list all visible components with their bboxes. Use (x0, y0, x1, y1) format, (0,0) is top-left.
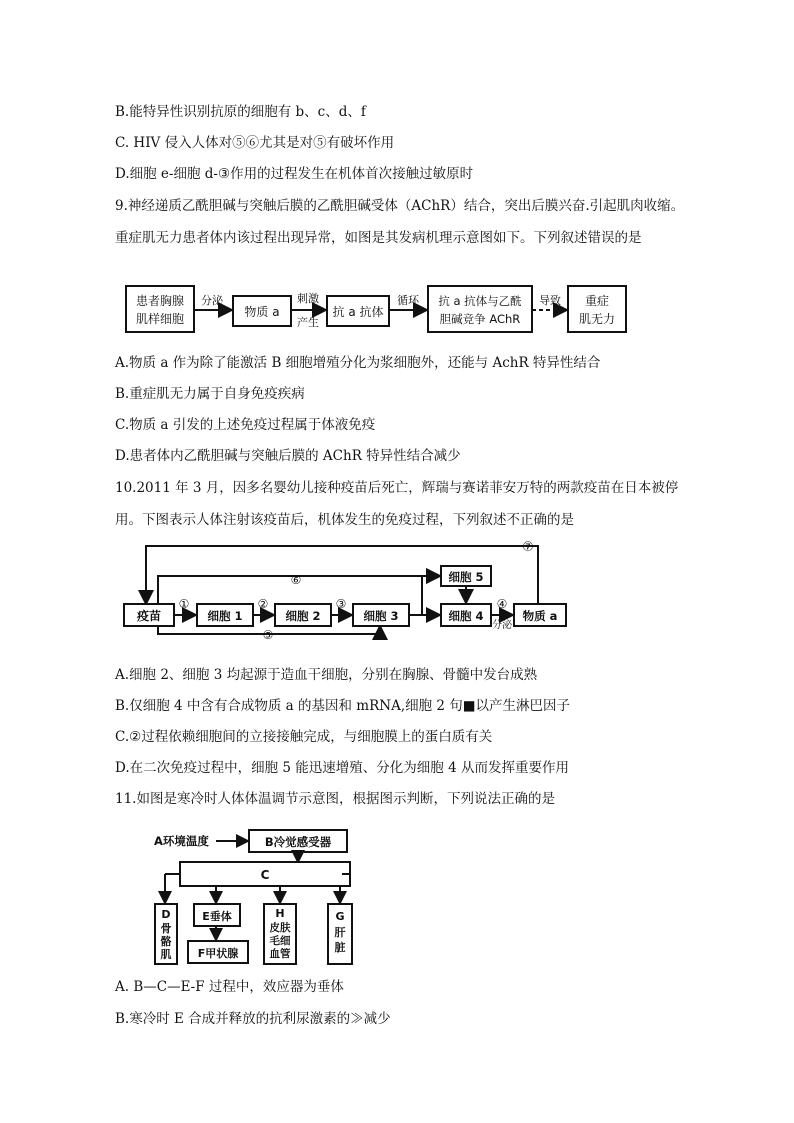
q9-option-d: D.患者体内乙酰胆碱与突触后膜的 AChR 特异性结合减少 (115, 448, 461, 464)
q9-arrow-stimulate-label: 刺激 (297, 292, 319, 305)
q8-option-b: B.能特异性识别抗原的细胞有 b、c、d、f (115, 104, 366, 120)
q11-thyroid-box: F甲状腺 (197, 947, 239, 960)
q11-h-line1: 皮肤 (269, 922, 291, 934)
q9-box-myasthenia-l1: 重症 (584, 294, 610, 308)
q9-arrow-secrete-label: 分泌 (201, 294, 223, 307)
q9-option-c: C.物质 a 引发的上述免疫过程属于体液免疫 (115, 417, 376, 433)
q11-g-letter: G (335, 910, 345, 923)
q10-cell-2-box: 细胞 2 (285, 609, 321, 623)
q9-stem-line1: 9.神经递质乙酰胆碱与突触后膜的乙酰胆碱受体（AChR）结合，突出后膜兴奋.引起肌肉收缩。 (115, 198, 685, 214)
q10-cell-5-box: 细胞 5 (448, 570, 484, 584)
q9-option-a: A.物质 a 作为除了能激活 B 细胞增殖分化为浆细胞外，还能与 AchR 特异性结合 (115, 355, 601, 371)
q10-cell-1-box: 细胞 1 (207, 609, 243, 623)
q11-d-char3: 肌 (160, 948, 172, 961)
q8-option-d: D.细胞 e-细胞 d-③作用的过程发生在机体首次接触过敏原时 (115, 166, 474, 182)
q11-g-char2: 脏 (334, 941, 346, 954)
q10-secrete-label: 分泌 (492, 620, 512, 631)
q10-vaccine-box: 疫苗 (136, 609, 162, 623)
q11-center-c-box: C (260, 868, 270, 882)
q10-cell-4-box: 细胞 4 (448, 609, 484, 623)
q10-option-a: A.细胞 2、细胞 3 均起源于造血干细胞，分别在胸腺、骨髓中发台成熟 (115, 667, 538, 683)
q11-h-line3: 血管 (269, 948, 291, 960)
q10-step-4: ④ (496, 597, 508, 611)
q10-stem-line2: 用。下图表示人体注射该疫苗后，机体发生的免疫过程，下列叙述不正确的是 (115, 512, 574, 528)
q8-option-c: C. HIV 侵入人体对⑤⑥尤其是对⑤有破坏作用 (115, 135, 395, 151)
q10-step-7: ⑦ (522, 540, 534, 555)
q11-h-letter: H (275, 907, 285, 920)
q9-box-substance-a: 物质 a (244, 305, 280, 319)
q9-pathogenesis-diagram (120, 278, 650, 344)
q11-cold-receptor-box: B冷觉感受器 (264, 835, 332, 849)
q11-d-char2: 骼 (160, 935, 172, 948)
q10-option-d: D.在二次免疫过程中，细胞 5 能迅速增殖、分化为细胞 4 从而发挥重要作用 (115, 760, 569, 776)
q10-step-2: ② (257, 597, 269, 611)
q11-h-line2: 毛细 (269, 935, 291, 947)
q10-step-1: ① (178, 597, 190, 611)
q10-step-3: ③ (335, 597, 347, 611)
q10-step-6: ⑥ (290, 573, 302, 587)
q10-stem-line1: 10.2011 年 3 月，因多名婴幼儿接种疫苗后死亡，辉瑞与赛诺菲安万特的两款疫苗在日本被停 (115, 480, 679, 496)
q11-d-letter: D (161, 908, 171, 921)
q9-box-myasthenia-l2: 肌无力 (578, 312, 616, 326)
q11-pituitary-box: E垂体 (202, 910, 232, 923)
q9-box-compete-l2: 胆碱竞争 AChR (439, 312, 521, 326)
q9-arrow-produce-label: 产生 (297, 316, 319, 329)
q11-option-b: B.寒冷时 E 合成并释放的抗利尿激素的≫减少 (115, 1011, 391, 1027)
q10-immune-process-diagram (118, 536, 578, 640)
q11-env-temp-label: A环境温度 (154, 834, 209, 848)
q11-option-a: A. B—C—E-F 过程中，效应器为垂体 (115, 979, 344, 995)
q9-arrow-cause-label: 导致 (539, 294, 561, 307)
q11-g-char1: 肝 (334, 926, 346, 939)
q10-substance-a-box: 物质 a (522, 609, 558, 623)
q9-arrow-circulate-label: 循环 (397, 294, 419, 307)
q9-stem-line2: 重症肌无力患者体内该过程出现异常，如图是其发病机理示意图如下。下列叙述错误的是 (115, 230, 642, 246)
q9-box-thymus-l1: 患者胸腺 (135, 294, 185, 308)
q9-box-compete-l1: 抗 a 抗体与乙酰 (438, 294, 522, 308)
q10-option-b: B.仅细胞 4 中含有合成物质 a 的基因和 mRNA,细胞 2 句■以产生淋巴因子 (115, 698, 571, 714)
q11-stem: 11.如图是寒冷时人体体温调节示意图，根据图示判断，下列说法正确的是 (115, 791, 555, 807)
q9-box-anti-a-antibody: 抗 a 抗体 (332, 305, 384, 319)
q10-cell-3-box: 细胞 3 (363, 609, 399, 623)
q9-box-thymus-l2: 肌样细胞 (135, 312, 185, 326)
q10-option-c: C.②过程依赖细胞间的立接接触完成，与细胞膜上的蛋白质有关 (115, 729, 493, 745)
q11-thermoregulation-diagram (150, 824, 370, 968)
q9-option-b: B.重症肌无力属于自身免疫疾病 (115, 386, 305, 402)
q10-step-5: ⑤ (262, 628, 274, 640)
q11-d-char1: 骨 (160, 922, 172, 935)
